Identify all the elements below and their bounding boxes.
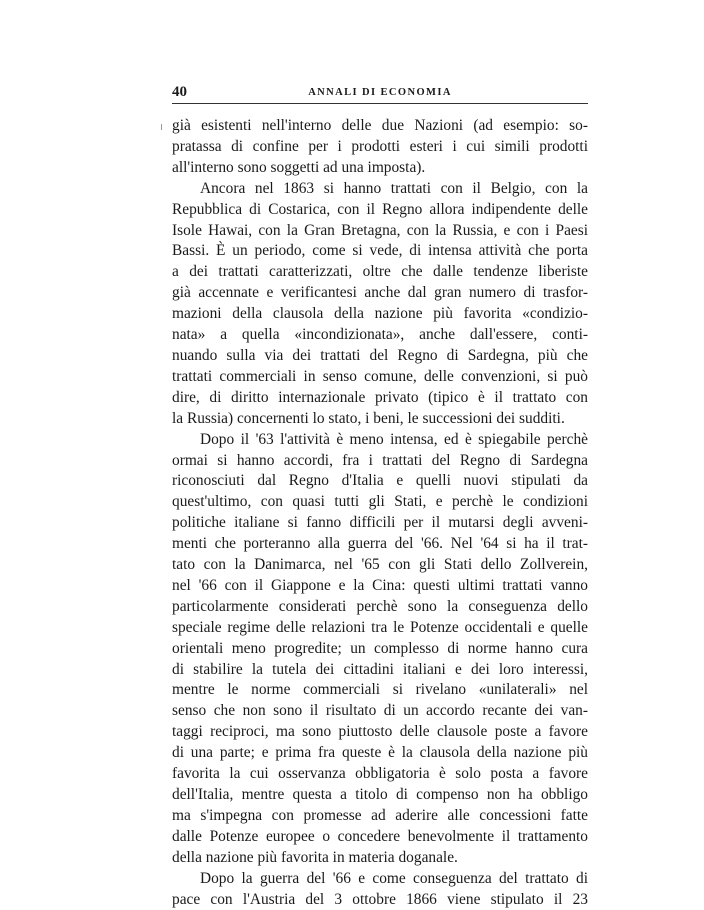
text-line: dalle Potenze europee o concedere benevolmente il trattamento bbox=[172, 827, 588, 845]
text-line: della nazione più favorita in materia doganale. bbox=[172, 848, 458, 866]
text-line: senso che non sono il risultato di un accordo recante dei van- bbox=[172, 702, 588, 720]
text-line: tato con la Danimarca, nel '65 con gli Stati dello Zollverein, bbox=[172, 556, 588, 574]
text-line: favorita la cui osservanza obbligatoria è solo posta a favore bbox=[172, 765, 588, 783]
text-line: pace con l'Austria del 3 ottobre 1866 viene stipulato il 23 bbox=[172, 890, 588, 908]
text-line: taggi reciproci, ma sono piuttosto delle clausole poste a favore bbox=[172, 723, 588, 741]
text-line: la Russia) concernenti lo stato, i beni, le successioni dei sudditi. bbox=[172, 409, 565, 427]
text-line: speciale regime delle relazioni tra le Potenze occidentali e quelle bbox=[172, 618, 588, 636]
running-title: ANNALI DI ECONOMIA bbox=[308, 87, 452, 98]
text-line: orientali meno progredite; un complesso di norme hanno cura bbox=[172, 639, 588, 657]
text-line: Isole Hawai, con la Gran Bretagna, con la Russia, e con i Paesi bbox=[172, 221, 588, 239]
text-line: a dei trattati caratterizzati, oltre che dalle tendenze liberiste bbox=[172, 263, 588, 281]
paragraph bbox=[172, 179, 588, 430]
text-line: dire, di diritto internazionale privato (tipico è il trattato con bbox=[172, 388, 588, 406]
text-line: Repubblica di Costarica, con il Regno allora indipendente delle bbox=[172, 200, 588, 218]
text-line: già accennate e verificantesi anche dal gran numero di trasfor- bbox=[172, 284, 588, 302]
text-line: ma s'impegna con promesse ad aderire alle concessioni fatte bbox=[172, 806, 588, 824]
text-line: politiche italiane si fanno difficili per il mutarsi degli avveni- bbox=[172, 514, 588, 532]
text-line: nel '66 con il Giappone e la Cina: questi ultimi trattati vanno bbox=[172, 576, 588, 594]
text-line: nuando sulla via dei trattati del Regno di Sardegna, più che bbox=[172, 346, 588, 364]
margin-mark bbox=[161, 124, 162, 130]
text-line: riconosciuti dal Regno d'Italia e quelli nuovi stipulati da bbox=[172, 472, 588, 490]
text-line: ormai si hanno accordi, fra i trattati del Regno di Sardegna bbox=[172, 451, 588, 469]
paragraph bbox=[172, 869, 588, 910]
paragraph bbox=[172, 430, 588, 869]
text-line: quest'ultimo, con quasi tutti gli Stati, e perchè le condizioni bbox=[172, 493, 588, 511]
page-number: 40 bbox=[172, 84, 187, 100]
text-line: mentre le norme commerciali si rivelano «unilaterali» nel bbox=[172, 681, 588, 699]
text-line: dell'Italia, mentre questa a titolo di compenso non ha obbligo bbox=[172, 786, 588, 803]
paragraph bbox=[172, 116, 588, 179]
text-line: Dopo il '63 l'attività è meno intensa, ed è spiegabile perchè bbox=[200, 430, 588, 448]
body-text bbox=[172, 116, 588, 910]
text-line: Bassi. È un periodo, come si vede, di intensa attività che porta bbox=[172, 242, 588, 260]
text-line: pratassa di confine per i prodotti esteri i cui simili prodotti bbox=[172, 137, 588, 155]
text-line: mazioni della clausola della nazione più favorita «condizio- bbox=[172, 305, 588, 323]
page-header bbox=[172, 84, 588, 104]
text-line: Dopo la guerra del '66 e come conseguenza del trattato di bbox=[200, 869, 588, 887]
text-line: trattati commerciali in senso comune, delle convenzioni, si può bbox=[172, 367, 588, 385]
text-line: menti che porteranno alla guerra del '66. Nel '64 si ha il trat- bbox=[172, 535, 588, 553]
text-line: già esistenti nell'interno delle due Nazioni (ad esempio: so- bbox=[172, 117, 588, 134]
text-line: di stabilire la tutela dei cittadini italiani e dei loro interessi, bbox=[172, 660, 588, 678]
text-line: di una parte; e prima fra queste è la clausola della nazione più bbox=[172, 744, 588, 762]
text-line: all'interno sono soggetti ad una imposta). bbox=[172, 158, 426, 176]
text-line: Ancora nel 1863 si hanno trattati con il Belgio, con la bbox=[200, 179, 588, 197]
text-line: nata» a quella «incondizionata», anche dall'essere, conti- bbox=[172, 326, 588, 344]
text-line: particolarmente considerati perchè sono la conseguenza dello bbox=[172, 597, 588, 615]
header-rule bbox=[172, 103, 588, 104]
